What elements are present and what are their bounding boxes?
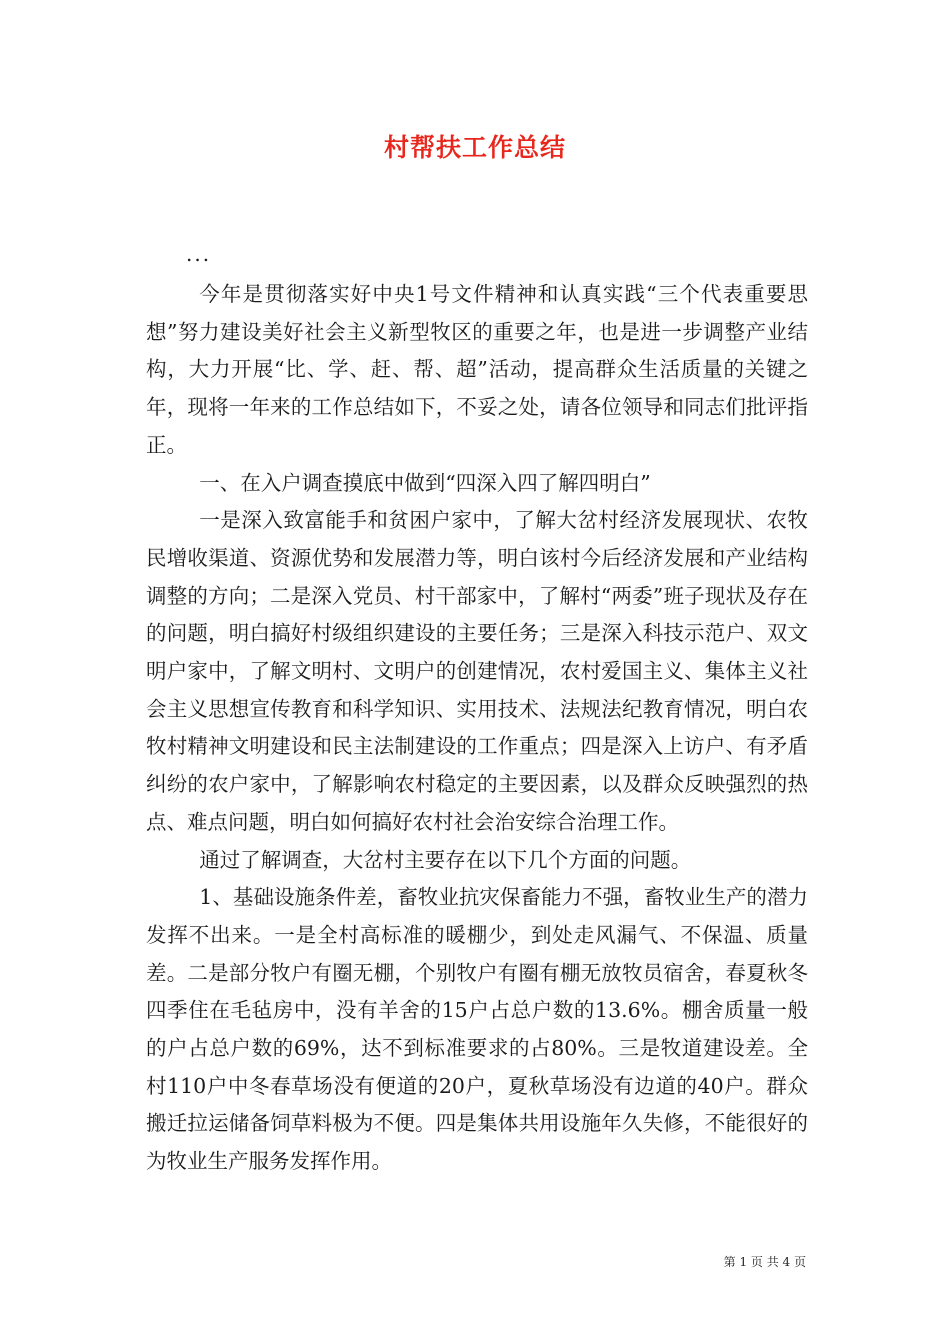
paragraph-survey: 一是深入致富能手和贫困户家中，了解大岔村经济发展现状、农牧民增收渠道、资源优势和发展潜力等，明白该村今后经济发展和产业结构调整的方向；二是深入党员、村干部家中，了解村“两委”班子现状及存在的问题，明白搞好村级组织建设的主要任务；三是深入科技示范户、双文明户家中，了解文明村、文明户的创建情况，农村爱国主义、集体主义社会主义思想宣传教育和科学知识、实用技术、法规法纪教育情况，明白农牧村精神文明建设和民主法制建设的工作重点；四是深入上访户、有矛盾纠纷的农户家中，了解影响农村稳定的主要因素，以及群众反映强烈的热点、难点问题，明白如何搞好农村社会治安综合治理工作。 xyxy=(146,508,808,834)
document-body xyxy=(146,276,808,1181)
page-footer: 第 1 页 共 4 页 xyxy=(723,1255,806,1269)
document-title: 村帮扶工作总结 xyxy=(383,133,566,162)
paragraph-problem-1: 1、基础设施条件差，畜牧业抗灾保畜能力不强，畜牧业生产的潜力发挥不出来。一是全村高标准的暖棚少，到处走风漏气、不保温、质量差。二是部分牧户有圈无棚，个别牧户有圈有棚无放牧员宿舍，春夏秋冬四季住在毛毡房中，没有羊舍的15户占总户数的13.6%。棚舍质量一般的户占总户数的69%，达不到标准要求的占80%。三是牧道建设差。全村110户中冬春草场没有便道的20户，夏秋草场没有边道的40户。群众搬迁拉运储备饲草料极为不便。四是集体共用设施年久失修，不能很好的为牧业生产服务发挥作用。 xyxy=(146,885,808,1174)
paragraph-problems-intro: 通过了解调查，大岔村主要存在以下几个方面的问题。 xyxy=(199,847,692,872)
paragraph-intro: 今年是贯彻落实好中央1号文件精神和认真实践“三个代表重要思想”努力建设美好社会主义新型牧区的重要之年，也是进一步调整产业结构，大力开展“比、学、赶、帮、超”活动，提高群众生活质量的关键之年，现将一年来的工作总结如下，不妥之处，请各位领导和同志们批评指正。 xyxy=(146,282,808,457)
section-heading: 一、在入户调查摸底中做到“四深入四了解四明白” xyxy=(199,470,651,495)
ellipsis-marker: ... xyxy=(186,242,212,266)
